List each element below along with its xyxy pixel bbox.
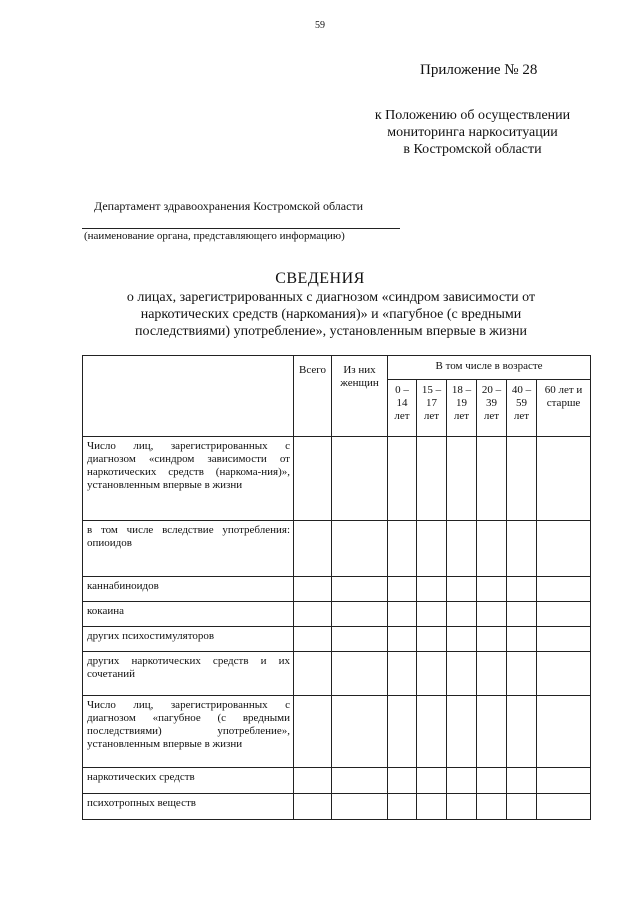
age-from: 15 – xyxy=(421,384,442,396)
value-cell xyxy=(332,627,388,652)
row-label: других психостимуляторов xyxy=(83,627,294,652)
header-age-20-39 xyxy=(477,380,507,437)
value-cell xyxy=(417,602,447,627)
header-total: Всего xyxy=(294,356,332,437)
table-row xyxy=(83,521,591,577)
header-age-group: В том числе в возрасте xyxy=(388,356,591,380)
value-cell xyxy=(537,768,591,794)
header-age-18-19 xyxy=(447,380,477,437)
document-subtitle-line: о лицах, зарегистрированных с диагнозом «синдром зависимости от xyxy=(126,290,536,305)
header-age-15-17 xyxy=(417,380,447,437)
value-cell xyxy=(447,602,477,627)
header-blank-cell xyxy=(83,356,294,437)
value-cell xyxy=(537,577,591,602)
header-women: Из них женщин xyxy=(332,356,388,437)
value-cell xyxy=(417,437,447,521)
organization-underline xyxy=(82,228,400,229)
table-row xyxy=(83,577,591,602)
age-unit: лет xyxy=(483,410,500,422)
value-cell xyxy=(447,696,477,768)
header-age-60-plus xyxy=(537,380,591,437)
value-cell xyxy=(388,627,417,652)
value-cell xyxy=(388,577,417,602)
value-cell xyxy=(537,437,591,521)
annex-subtitle-line: к Положению об осуществлении xyxy=(374,108,571,123)
value-cell xyxy=(477,521,507,577)
value-cell xyxy=(507,696,537,768)
value-cell xyxy=(477,768,507,794)
table-row xyxy=(83,627,591,652)
annex-subtitle-line: в Костромской области xyxy=(403,142,542,157)
data-table xyxy=(82,355,591,820)
row-label: других наркотических средств и их сочетаний xyxy=(83,652,294,696)
value-cell xyxy=(447,794,477,820)
value-cell xyxy=(477,794,507,820)
value-cell xyxy=(477,437,507,521)
row-label: наркотических средств xyxy=(83,768,294,794)
document-subtitle-line: наркотических средств (наркомания)» и «пагубное (с вредными xyxy=(140,307,522,322)
value-cell xyxy=(417,521,447,577)
value-cell xyxy=(332,577,388,602)
value-cell xyxy=(537,652,591,696)
value-cell xyxy=(537,627,591,652)
value-cell xyxy=(447,652,477,696)
value-cell xyxy=(447,768,477,794)
value-cell xyxy=(294,602,332,627)
value-cell xyxy=(332,696,388,768)
age-to: 59 xyxy=(516,397,527,409)
value-cell xyxy=(294,696,332,768)
value-cell xyxy=(332,602,388,627)
value-cell xyxy=(294,437,332,521)
value-cell xyxy=(294,768,332,794)
value-cell xyxy=(537,794,591,820)
age-unit: лет xyxy=(453,410,470,422)
value-cell xyxy=(294,627,332,652)
value-cell xyxy=(537,602,591,627)
value-cell xyxy=(507,437,537,521)
value-cell xyxy=(417,794,447,820)
document-title: СВЕДЕНИЯ xyxy=(275,270,365,287)
value-cell xyxy=(294,521,332,577)
value-cell xyxy=(294,794,332,820)
value-cell xyxy=(417,696,447,768)
header-age-40-59 xyxy=(507,380,537,437)
value-cell xyxy=(388,652,417,696)
value-cell xyxy=(537,696,591,768)
row-label: Число лиц, зарегистрированных с диагнозом «синдром зависимости от наркотических средств (наркома-ния)», установленным впервые в жизни xyxy=(83,437,294,521)
value-cell xyxy=(447,627,477,652)
age-to: 39 xyxy=(486,397,497,409)
value-cell xyxy=(417,577,447,602)
value-cell xyxy=(332,521,388,577)
value-cell xyxy=(388,437,417,521)
age-to: старше xyxy=(546,397,581,409)
table-row xyxy=(83,652,591,696)
header-age-0-14 xyxy=(388,380,417,437)
age-from: 40 – xyxy=(511,384,532,396)
value-cell xyxy=(388,602,417,627)
value-cell xyxy=(294,577,332,602)
age-to: 19 xyxy=(456,397,467,409)
value-cell xyxy=(507,768,537,794)
age-from: 0 – xyxy=(395,384,409,396)
age-from: 20 – xyxy=(481,384,502,396)
age-from: 18 – xyxy=(451,384,472,396)
age-from: 60 лет и xyxy=(544,384,583,396)
organization-name: Департамент здравоохранения Костромской области xyxy=(94,199,364,213)
value-cell xyxy=(332,437,388,521)
organization-caption: (наименование органа, представляющего информацию) xyxy=(84,230,345,242)
value-cell xyxy=(388,521,417,577)
row-label: кокаина xyxy=(83,602,294,627)
row-label: каннабиноидов xyxy=(83,577,294,602)
value-cell xyxy=(507,627,537,652)
value-cell xyxy=(417,627,447,652)
value-cell xyxy=(477,602,507,627)
annex-title: Приложение № 28 xyxy=(420,62,538,78)
annex-subtitle xyxy=(360,107,585,158)
value-cell xyxy=(388,696,417,768)
row-label: в том числе вследствие употребления: опиоидов xyxy=(83,521,294,577)
document-subtitle xyxy=(100,289,562,340)
value-cell xyxy=(447,521,477,577)
value-cell xyxy=(507,577,537,602)
value-cell xyxy=(417,768,447,794)
value-cell xyxy=(507,652,537,696)
value-cell xyxy=(507,521,537,577)
value-cell xyxy=(477,627,507,652)
value-cell xyxy=(507,794,537,820)
value-cell xyxy=(537,521,591,577)
value-cell xyxy=(477,696,507,768)
value-cell xyxy=(507,602,537,627)
row-label: Число лиц, зарегистрированных с диагнозом «пагубное (с вредными последствиями) употребление», установленным впервые в жизни xyxy=(83,696,294,768)
value-cell xyxy=(388,768,417,794)
value-cell xyxy=(332,768,388,794)
value-cell xyxy=(332,652,388,696)
page-number: 59 xyxy=(315,20,325,31)
annex-subtitle-line: мониторинга наркоситуации xyxy=(387,125,558,140)
age-unit: лет xyxy=(423,410,440,422)
value-cell xyxy=(477,652,507,696)
age-to: 17 xyxy=(426,397,437,409)
value-cell xyxy=(417,652,447,696)
value-cell xyxy=(294,652,332,696)
value-cell xyxy=(388,794,417,820)
table-row xyxy=(83,768,591,794)
age-unit: лет xyxy=(394,410,410,422)
table-row xyxy=(83,437,591,521)
document-subtitle-line: последствиями) употребление», установленным впервые в жизни xyxy=(135,324,527,339)
table-row xyxy=(83,602,591,627)
table-row xyxy=(83,696,591,768)
value-cell xyxy=(447,577,477,602)
value-cell xyxy=(332,794,388,820)
row-label: психотропных веществ xyxy=(83,794,294,820)
value-cell xyxy=(447,437,477,521)
age-unit: лет xyxy=(513,410,530,422)
age-to: 14 xyxy=(396,397,408,409)
table-row xyxy=(83,794,591,820)
value-cell xyxy=(477,577,507,602)
